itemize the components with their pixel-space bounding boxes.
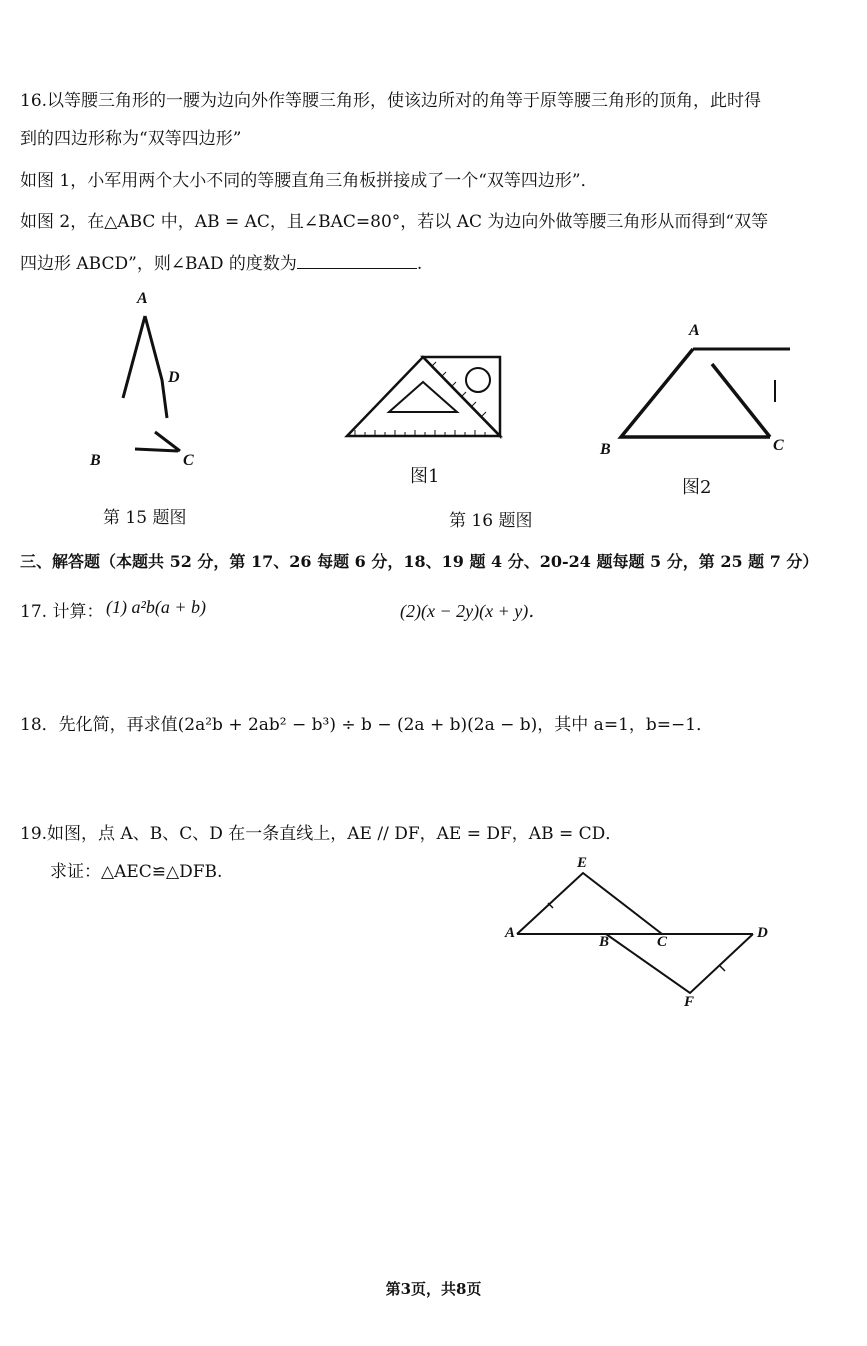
q17-label: 17. 计算：: [20, 602, 104, 622]
q16-line4: 如图 2，在△ABC 中，AB = AC，且∠BAC=80°，若以 AC 为边向外做等腰三角形从而得到“双等: [20, 212, 769, 232]
fig19-label-F: F: [684, 994, 695, 1010]
fig19-label-A: A: [505, 925, 516, 941]
fig2-label-B: B: [600, 441, 611, 458]
q16-line5-suffix: .: [416, 254, 423, 274]
fig2-label-A: A: [689, 322, 700, 339]
q19-line2: 求证：△AEC≌△DFB.: [50, 862, 223, 882]
q17-part1: (1) a²b(a + b): [106, 597, 207, 617]
fig16-caption: 第 16 题图: [449, 511, 533, 531]
q16-line3: 如图 1，小军用两个大小不同的等腰直角三角板拼接成了一个“双等四边形”．: [20, 171, 598, 191]
fig19-label-B: B: [599, 934, 610, 950]
fig19-label-E: E: [577, 855, 588, 871]
fig2-label: 图2: [682, 477, 712, 498]
fig15-label-A: A: [137, 290, 148, 307]
fig19-label-D: D: [757, 925, 768, 941]
fig15-label-B: B: [90, 452, 101, 469]
q17-part2: (2)(x − 2y)(x + y)．: [400, 601, 547, 621]
fig15-label-C: C: [183, 452, 194, 469]
q18-text: 18．先化简，再求值(2a²b + 2ab² − b³) ÷ b − (2a + b)(2a − b)，其中 a=1，b=−1．: [20, 715, 714, 735]
fig15-label-D: D: [168, 369, 180, 386]
q19-line1: 19.如图，点 A、B、C、D 在一条直线上，AE // DF，AE = DF，AB = CD．: [20, 824, 623, 844]
section3-heading: 三、解答题（本题共 52 分，第 17、26 每题 6 分，18、19 题 4 分、20-24 题每题 5 分，第 25 题 7 分）: [20, 552, 819, 571]
fig19-label-C: C: [657, 934, 668, 950]
page-footer: 第3页，共8页: [385, 1280, 482, 1298]
fig2-label-C: C: [773, 437, 784, 454]
fig1-label: 图1: [410, 466, 440, 487]
q16-line5-prefix: 四边形 ABCD”，则∠BAD 的度数为: [20, 254, 297, 274]
fig15-caption: 第 15 题图: [103, 508, 187, 528]
q16-line2: 到的四边形称为“双等四边形”: [20, 129, 242, 149]
q16-line1: 16.以等腰三角形的一腰为边向外作等腰三角形，使该边所对的角等于原等腰三角形的顶角，此时得: [20, 91, 762, 111]
